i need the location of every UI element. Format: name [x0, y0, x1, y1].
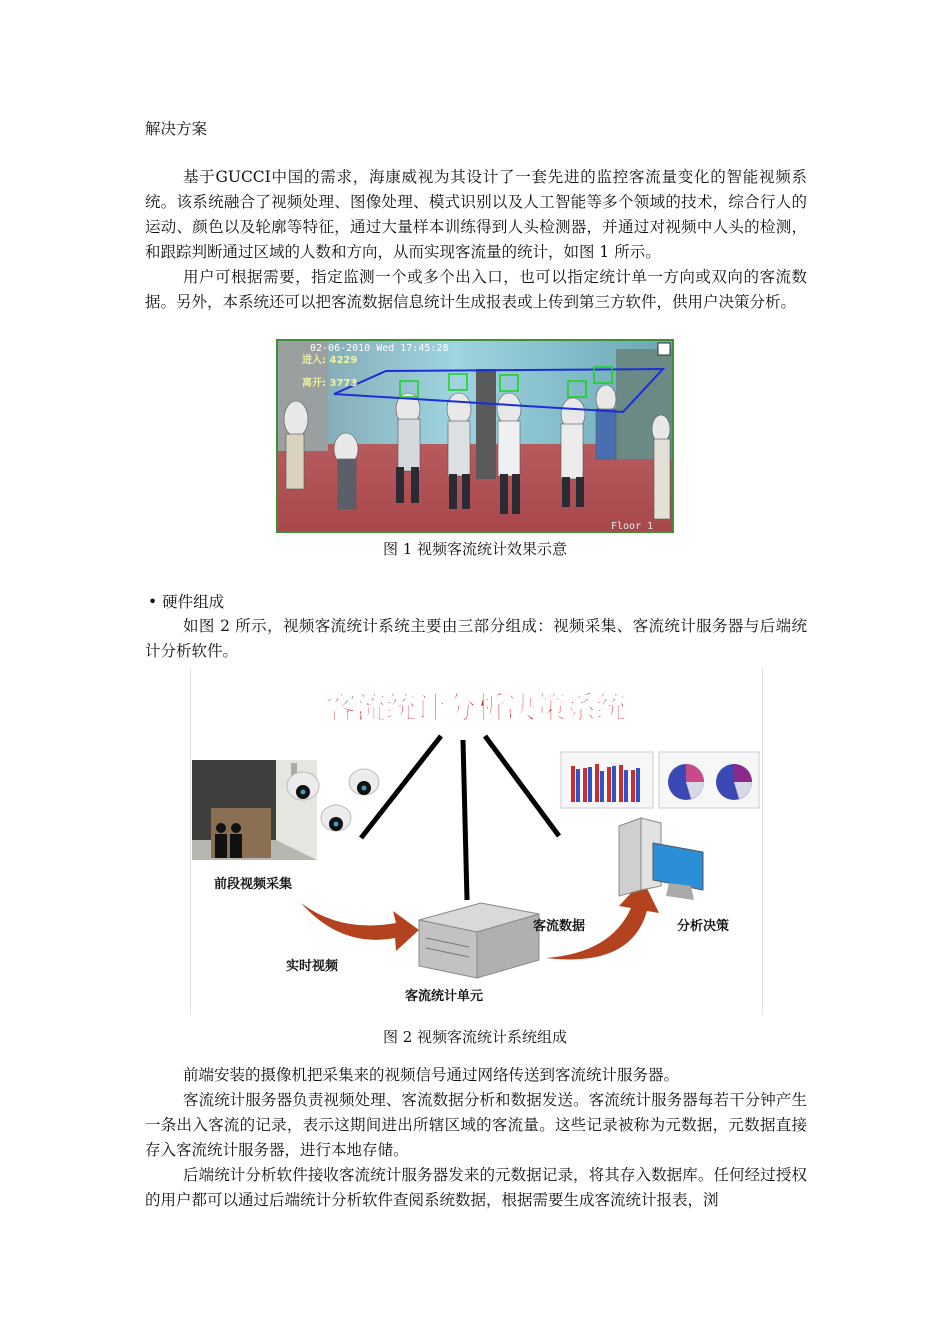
- bullet-heading-text: 硬件组成: [162, 593, 225, 611]
- floor-label: Floor 1: [611, 521, 654, 532]
- figure-2-system-diagram: [190, 668, 763, 1015]
- paragraph-server: 客流统计服务器负责视频处理、客流数据分析和数据发送。客流统计服务器每若干分钟产生一条出入客流的记录，表示这期间进出所辖区域的客流量。这些记录被称为元数据，元数据直接存入客流统计服务器，进行本地存储。: [145, 1091, 807, 1159]
- bullet-heading: [148, 590, 224, 612]
- label-passenger-data: 客流数据: [533, 919, 586, 934]
- paragraph-hardware: 如图 2 所示，视频客流统计系统主要由三部分组成：视频采集、客流统计服务器与后端统计分析软件。: [145, 617, 807, 660]
- pie-chart-thumbnail: [659, 752, 759, 808]
- dome-camera-icon: [349, 769, 379, 795]
- video-timestamp: 02-06-2010 Wed 17:45:28: [310, 343, 449, 354]
- paragraph-intro: 基于GUCCI中国的需求，海康威视为其设计了一套先进的监控客流量变化的智能视频系统。该系统融合了视频处理、图像处理、模式识别以及人工智能等多个领域的技术，综合行人的运动、颜色以及轮廓等特征，通过大量样本训练得到人头检测器，并通过对视频中人头的检测，和跟踪判断通过区域的人数和方向，从而实现客流量的统计，如图 1 所示。: [145, 168, 807, 261]
- dome-camera-icon: [321, 805, 351, 831]
- label-analysis-decision: 分析决策: [677, 919, 730, 934]
- figure-2-caption: 图 2 视频客流统计系统组成: [382, 1028, 568, 1046]
- figure-1-caption: 图 1 视频客流统计效果示意: [382, 540, 568, 558]
- section-title: 解决方案: [145, 120, 208, 138]
- label-counting-unit: 客流统计单元: [405, 989, 484, 1004]
- bullet-dot-icon: •: [148, 593, 158, 611]
- figure-1-video-frame: [276, 339, 674, 533]
- leave-count: 离开: 3773: [302, 378, 358, 389]
- label-front-capture: 前段视频采集: [214, 877, 293, 892]
- paragraph-frontend: 前端安装的摄像机把采集来的视频信号通过网络传送到客流统计服务器。: [183, 1066, 680, 1084]
- enter-count: 进入: 4229: [302, 355, 358, 366]
- paragraph-backend: 后端统计分析软件接收客流统计服务器发来的元数据记录，将其存入数据库。任何经过授权的用户都可以通过后端统计分析软件查阅系统数据，根据需要生成客流统计报表，浏: [145, 1166, 807, 1209]
- camera-logo-icon: [658, 343, 670, 355]
- bar-chart-thumbnail: [561, 752, 653, 808]
- paragraph-usage: 用户可根据需要，指定监测一个或多个出入口，也可以指定统计单一方向或双向的客流数据。另外，本系统还可以把客流数据信息统计生成报表或上传到第三方软件，供用户决策分析。: [145, 268, 807, 311]
- label-realtime-video: 实时视频: [286, 959, 339, 974]
- diagram-title: 客流统计分析决策系统: [326, 691, 626, 726]
